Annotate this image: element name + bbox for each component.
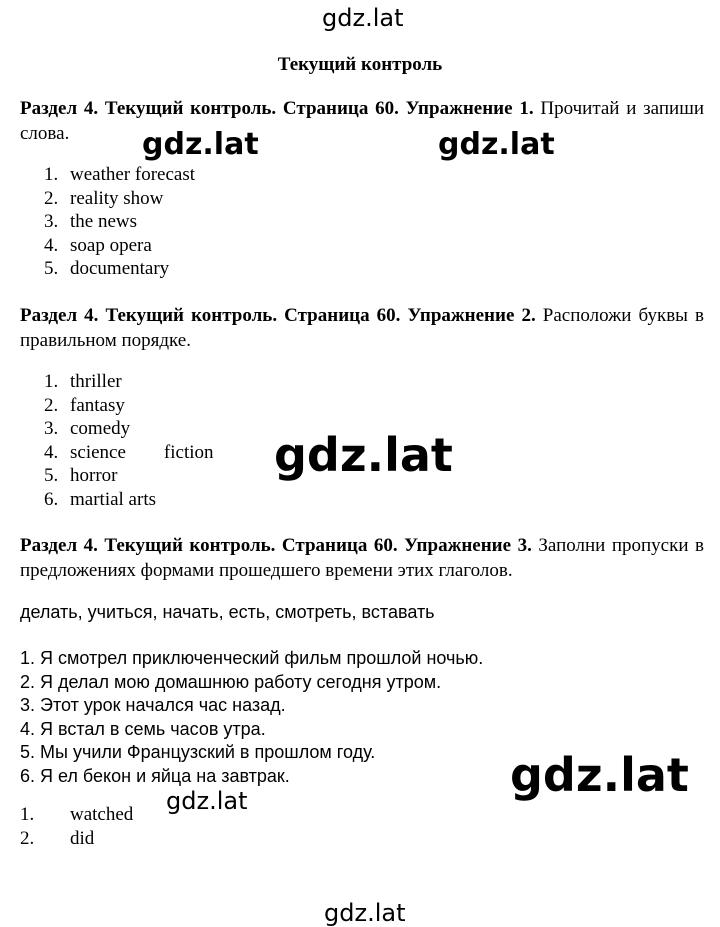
exercise-2-task: Расположи буквы в правильном порядке. bbox=[20, 305, 704, 351]
item-number: 5. bbox=[44, 465, 59, 487]
exercise-1-list bbox=[44, 163, 195, 281]
item-text: martial arts bbox=[70, 488, 156, 510]
answer-number: 2. bbox=[20, 828, 35, 849]
item-number: 1. bbox=[44, 371, 59, 392]
watermark-top: gdz.lat bbox=[322, 4, 404, 32]
answer-text: watched bbox=[70, 804, 134, 825]
exercise-1-label: Раздел 4. Текущий контроль. Страница 60. Упражнение 1. bbox=[20, 98, 534, 119]
list-item bbox=[44, 417, 214, 441]
watermark-right: gdz.lat bbox=[438, 127, 555, 162]
item-number: 1. bbox=[44, 164, 59, 185]
watermark-lower-left: gdz.lat bbox=[166, 787, 248, 815]
list-item bbox=[44, 187, 195, 211]
list-item bbox=[44, 163, 195, 187]
item-text: reality show bbox=[70, 187, 164, 209]
item-number: 5. bbox=[44, 258, 59, 280]
list-item bbox=[44, 394, 214, 418]
item-number: 3. bbox=[44, 211, 59, 233]
item-number: 2. bbox=[44, 394, 59, 416]
exercise-2-heading bbox=[20, 303, 704, 353]
watermark-lower-right: gdz.lat bbox=[510, 748, 689, 802]
exercise-1-heading bbox=[20, 96, 704, 146]
exercise-3-sentences bbox=[20, 647, 483, 789]
item-text: horror bbox=[70, 465, 118, 487]
item-text: weather forecast bbox=[70, 164, 196, 185]
exercise-3-label: Раздел 4. Текущий контроль. Страница 60. Упражнение 3. bbox=[20, 535, 532, 556]
item-text: fantasy bbox=[70, 394, 125, 416]
list-item bbox=[44, 488, 214, 512]
item-number: 3. bbox=[44, 418, 59, 440]
sentence: 4. Я встал в семь часов утра. bbox=[20, 718, 266, 739]
sentence: 2. Я делал мою домашнюю работу сегодня утром. bbox=[20, 671, 442, 692]
item-text: science fiction bbox=[70, 441, 214, 463]
list-item bbox=[44, 464, 214, 488]
list-item bbox=[44, 257, 195, 281]
watermark-bottom: gdz.lat bbox=[324, 899, 406, 927]
list-item bbox=[44, 234, 195, 258]
item-number: 6. bbox=[44, 488, 59, 510]
item-text: soap opera bbox=[70, 234, 152, 256]
exercise-3-heading bbox=[20, 533, 704, 583]
answer-item bbox=[20, 827, 133, 851]
watermark-center: gdz.lat bbox=[274, 428, 453, 482]
exercise-1-task: Прочитай и запиши слова. bbox=[20, 98, 704, 144]
exercise-2-label: Раздел 4. Текущий контроль. Страница 60. Упражнение 2. bbox=[20, 305, 536, 326]
list-item bbox=[44, 441, 214, 465]
item-text: documentary bbox=[70, 258, 170, 280]
answer-number: 1. bbox=[20, 804, 35, 825]
item-text: the news bbox=[70, 211, 138, 233]
sentence: 5. Мы учили Французский в прошлом году. bbox=[20, 742, 376, 763]
item-text: comedy bbox=[70, 418, 131, 440]
answer-text: did bbox=[70, 828, 95, 849]
list-item bbox=[44, 210, 195, 234]
item-number: 4. bbox=[44, 234, 59, 256]
answer-item bbox=[20, 803, 133, 827]
exercise-2-list bbox=[44, 370, 214, 512]
sentence: 1. Я смотрел приключенческий фильм прошлой ночью. bbox=[20, 648, 484, 668]
item-text: thriller bbox=[70, 371, 122, 392]
sentence: 6. Я ел бекон и яйца на завтрак. bbox=[20, 765, 290, 786]
watermark-left: gdz.lat bbox=[142, 127, 259, 162]
exercise-3-task: Заполни пропуски в предложениях формами прошедшего времени этих глаголов. bbox=[20, 535, 705, 581]
page-title: Текущий контроль bbox=[277, 54, 443, 75]
exercise-3-verbs bbox=[20, 601, 435, 625]
item-number: 4. bbox=[44, 441, 59, 463]
verb-list: делать, учиться, начать, есть, смотреть, вставать bbox=[20, 602, 435, 622]
sentence: 3. Этот урок начался час назад. bbox=[20, 695, 286, 716]
item-number: 2. bbox=[44, 187, 59, 209]
exercise-3-answers bbox=[20, 803, 133, 851]
list-item bbox=[44, 370, 214, 394]
